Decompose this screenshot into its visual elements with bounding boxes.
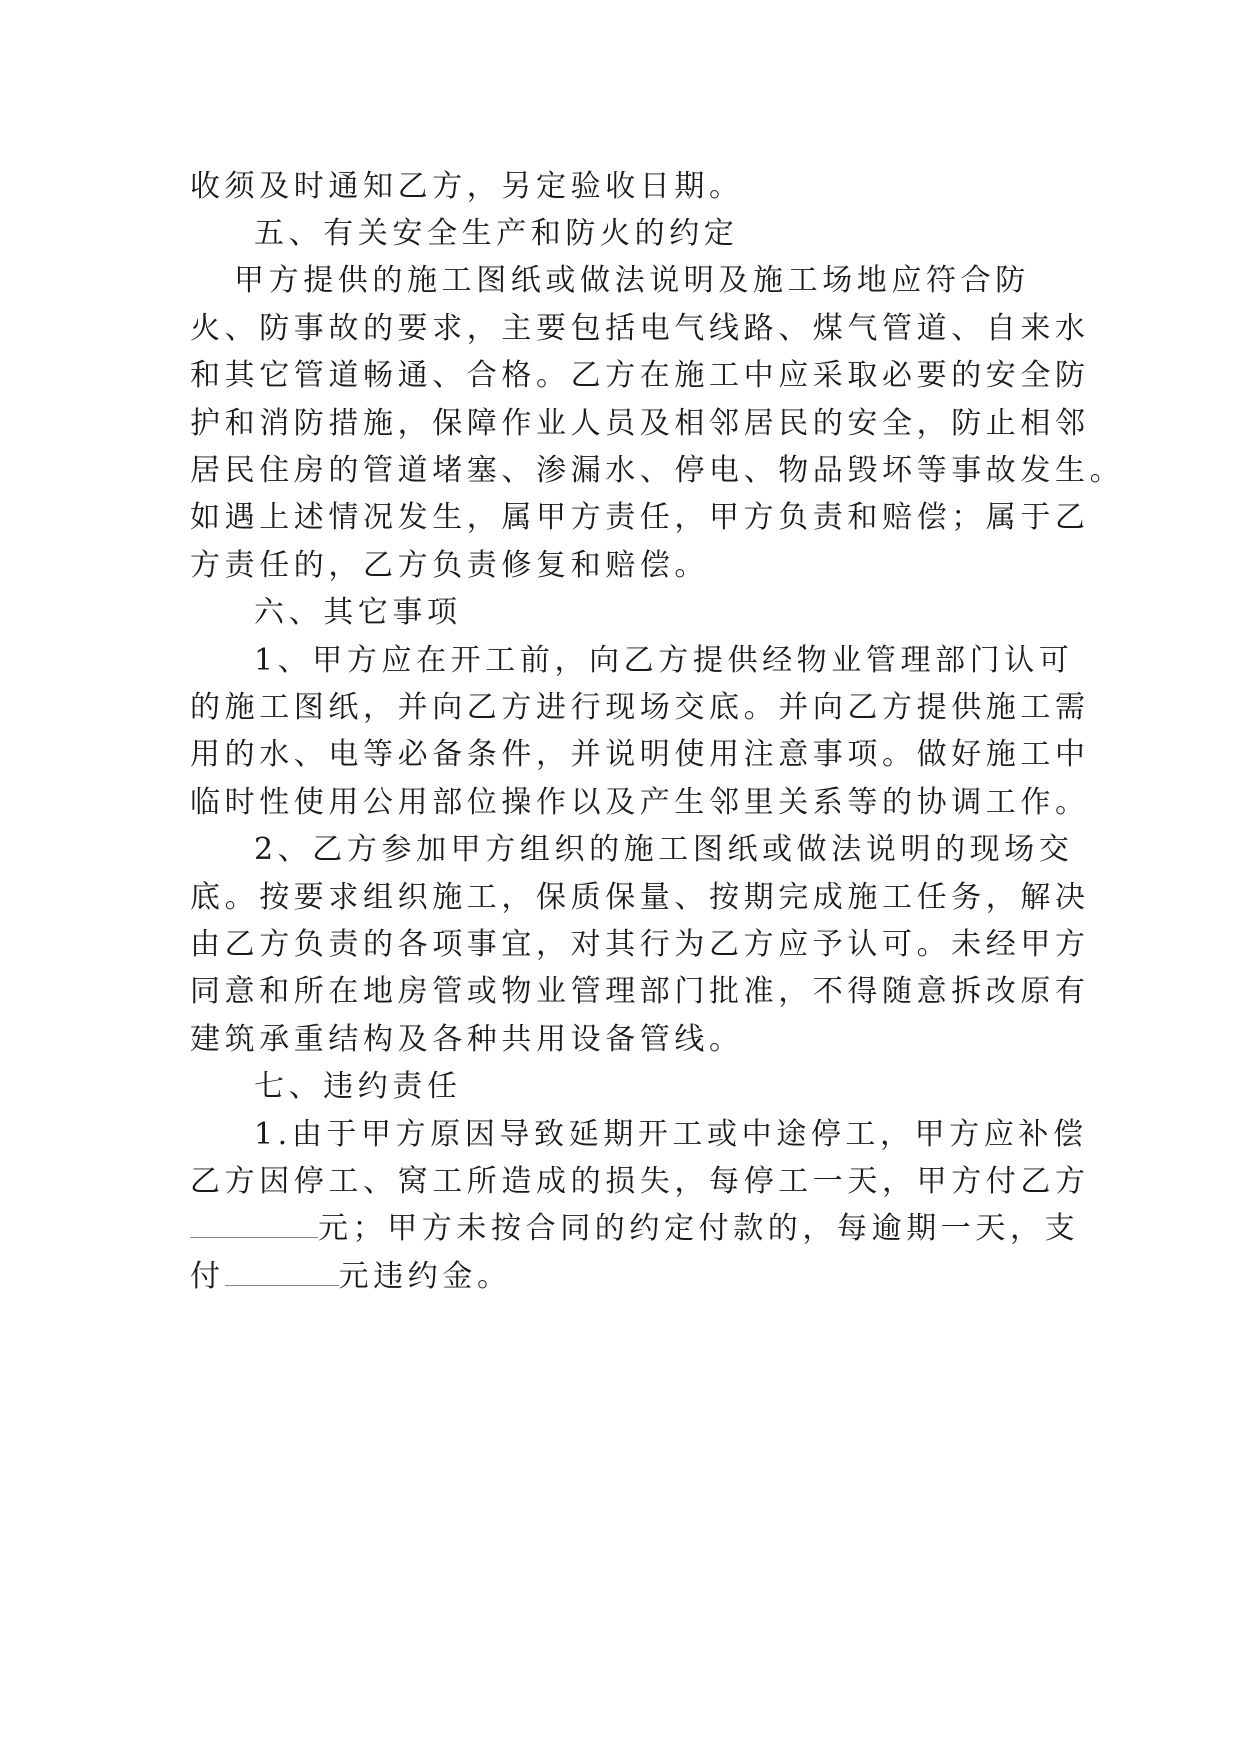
fill-in-blank [190,1207,318,1238]
text-line: 居民住房的管道堵塞、渗漏水、停电、物品毁坏等事故发生。 [190,453,1125,488]
text-line-with-blank [190,1205,1080,1253]
text-fragment: 元违约金。 [338,1259,512,1294]
text-fragment: 元；甲方未按合同的约定付款的，每逾期一天，支 [318,1211,1080,1246]
text-line-with-blank [190,1253,1070,1301]
text-fragment: 付 [190,1259,225,1294]
text-line: 1.由于甲方原因导致延期开工或中途停工，甲方应补偿 [254,1117,1088,1152]
text-line: 用的水、电等必备条件，并说明使用注意事项。做好施工中 [190,737,1090,772]
text-line: 同意和所在地房管或物业管理部门批准，不得随意拆改原有 [190,974,1090,1009]
text-line: 和其它管道畅通、合格。乙方在施工中应采取必要的安全防 [190,358,1090,393]
text-line: 底。按要求组织施工，保质保量、按期完成施工任务，解决 [190,880,1090,915]
text-line: 1、甲方应在开工前，向乙方提供经物业管理部门认可 [254,643,1074,678]
text-line: 由乙方负责的各项事宜，对其行为乙方应予认可。未经甲方 [190,927,1090,962]
text-line: 如遇上述情况发生，属甲方责任，甲方负责和赔偿；属于乙 [190,500,1090,535]
section-heading-5: 五、有关安全生产和防火的约定 [254,216,739,251]
text-line: 的施工图纸，并向乙方进行现场交底。并向乙方提供施工需 [190,690,1090,725]
text-line: 收须及时通知乙方，另定验收日期。 [190,169,744,204]
section-heading-7: 七、违约责任 [254,1069,462,1104]
section-heading-6: 六、其它事项 [254,595,462,630]
text-line: 火、防事故的要求，主要包括电气线路、煤气管道、自来水 [190,311,1090,346]
text-line: 临时性使用公用部位操作以及产生邻里关系等的协调工作。 [190,785,1090,820]
text-line: 建筑承重结构及各种共用设备管线。 [190,1022,744,1057]
text-line: 乙方因停工、窝工所造成的损失，每停工一天，甲方付乙方 [190,1164,1090,1199]
text-line: 护和消防措施，保障作业人员及相邻居民的安全，防止相邻 [190,406,1090,441]
text-line: 方责任的，乙方负责修复和赔偿。 [190,548,709,583]
text-line: 甲方提供的施工图纸或做法说明及施工场地应符合防 [234,263,1030,298]
text-line: 2、乙方参加甲方组织的施工图纸或做法说明的现场交 [254,832,1074,867]
fill-in-blank [225,1255,339,1286]
